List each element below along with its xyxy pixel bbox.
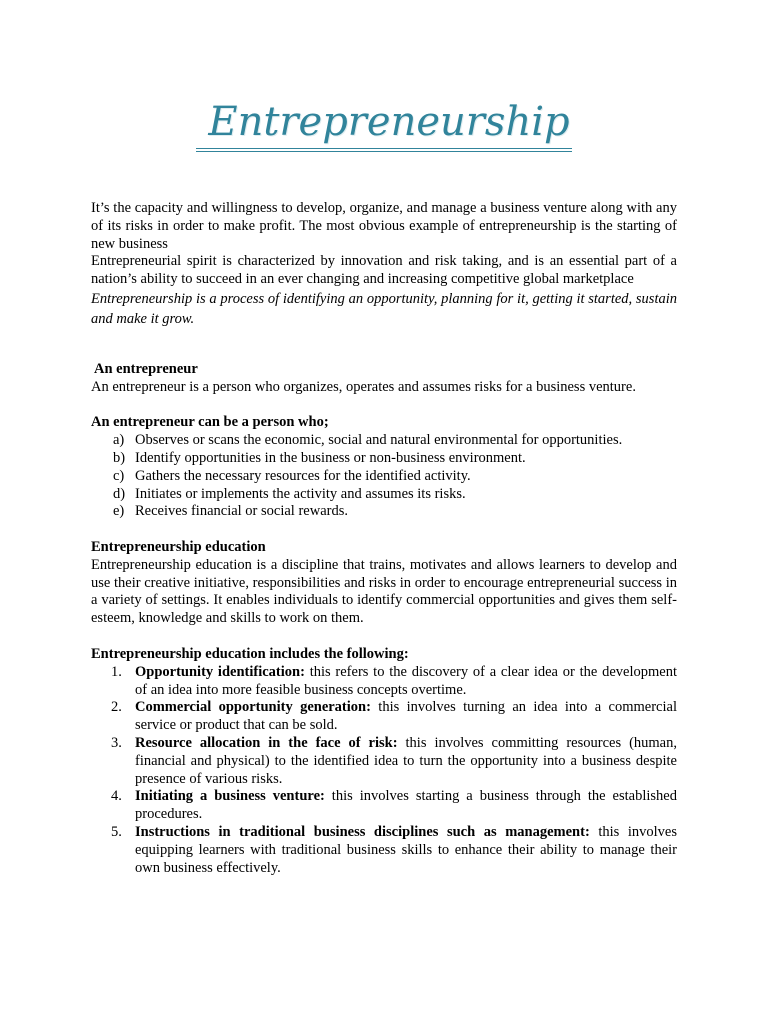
list-marker: d) (113, 485, 126, 502)
list-item-text: this refers to the discovery of a clear idea or the development of an idea into more feasible business concepts overtime. (135, 663, 677, 698)
list-item-text: Gathers the necessary resources for the identified activity. (135, 467, 471, 484)
list-item-term: Commercial opportunity generation: (135, 699, 371, 716)
includes-heading: Entrepreneurship education includes the following: (91, 646, 409, 662)
education-paragraph: Entrepreneurship education is a discipline that trains, motivates and allows learners to develop and use their creative initiative, responsibilities and risks in order to encourage entrepreneurial success in a variety of settings. It enables individuals to identify commercial opportunities and gives them self-esteem, knowledge and skills to work on them. (91, 556, 677, 627)
list-item-term: Initiating a business venture: (135, 788, 325, 805)
list-item-term: Instructions in traditional business disciplines such as management: (135, 823, 590, 840)
list-item-term: Resource allocation in the face of risk: (135, 734, 398, 751)
list-item-text: this involves starting a business through the established procedures. (135, 788, 677, 823)
education-heading: Entrepreneurship education (91, 539, 266, 555)
list-item-text: Observes or scans the economic, social and natural environmental for opportunities. (135, 431, 623, 448)
list-item-text: this involves turning an idea into a commercial service or product that can be sold. (135, 699, 677, 734)
list-item (91, 699, 677, 735)
list-item (91, 450, 677, 468)
entrepreneur-section (91, 361, 677, 397)
list-marker: b) (113, 449, 126, 466)
intro-section (91, 200, 677, 329)
list-item (91, 468, 677, 486)
list-marker: 3. (111, 734, 122, 751)
can-be-section (91, 414, 677, 521)
intro-paragraph-1: It’s the capacity and willingness to develop, organize, and manage a business venture along with any of its risks in order to make profit. The most obvious example of entrepreneurship is the starting of new business (91, 200, 677, 252)
list-item (91, 486, 677, 504)
list-marker: c) (113, 467, 125, 484)
entrepreneur-definition: An entrepreneur is a person who organizes, operates and assumes risks for a business venture. (91, 378, 636, 395)
list-marker: a) (113, 431, 125, 448)
list-marker: 5. (111, 823, 122, 840)
list-item-text: this involves equipping learners with traditional business skills to enhance their ability to manage their own business effectively. (135, 823, 678, 876)
list-item (91, 735, 677, 788)
list-item (91, 788, 677, 824)
list-item-text: Initiates or implements the activity and assumes its risks. (135, 485, 466, 502)
list-item-text: this involves committing resources (human, financial and physical) to the identified idea to turn the opportunity into a business despite presence of various risks. (135, 734, 677, 787)
list-marker: 4. (111, 788, 122, 805)
list-item (91, 432, 677, 450)
list-item-term: Opportunity identification: (135, 663, 305, 680)
education-section (91, 539, 677, 628)
list-item-text: Receives financial or social rewards. (135, 503, 348, 520)
intro-definition: Entrepreneurship is a process of identifying an opportunity, planning for it, getting it started, sustain and make it grow. (91, 290, 677, 327)
includes-section (91, 646, 677, 877)
list-marker: 2. (111, 699, 122, 716)
list-item (91, 824, 677, 877)
list-item (91, 503, 677, 521)
list-item-text: Identify opportunities in the business or non-business environment. (135, 449, 526, 466)
list-marker: e) (113, 503, 125, 520)
entrepreneur-heading: An entrepreneur (94, 361, 198, 377)
document-title: Entrepreneurship (196, 96, 571, 152)
can-be-heading: An entrepreneur can be a person who; (91, 414, 329, 430)
includes-list (91, 664, 677, 878)
can-be-list (91, 432, 677, 522)
intro-paragraph-2: Entrepreneurial spirit is characterized by innovation and risk taking, and is an essential part of a nation’s ability to succeed in an ever changing and increasing competitive global marketplace (91, 253, 677, 288)
list-item (91, 664, 677, 700)
list-marker: 1. (111, 663, 122, 680)
title-container (91, 96, 677, 152)
